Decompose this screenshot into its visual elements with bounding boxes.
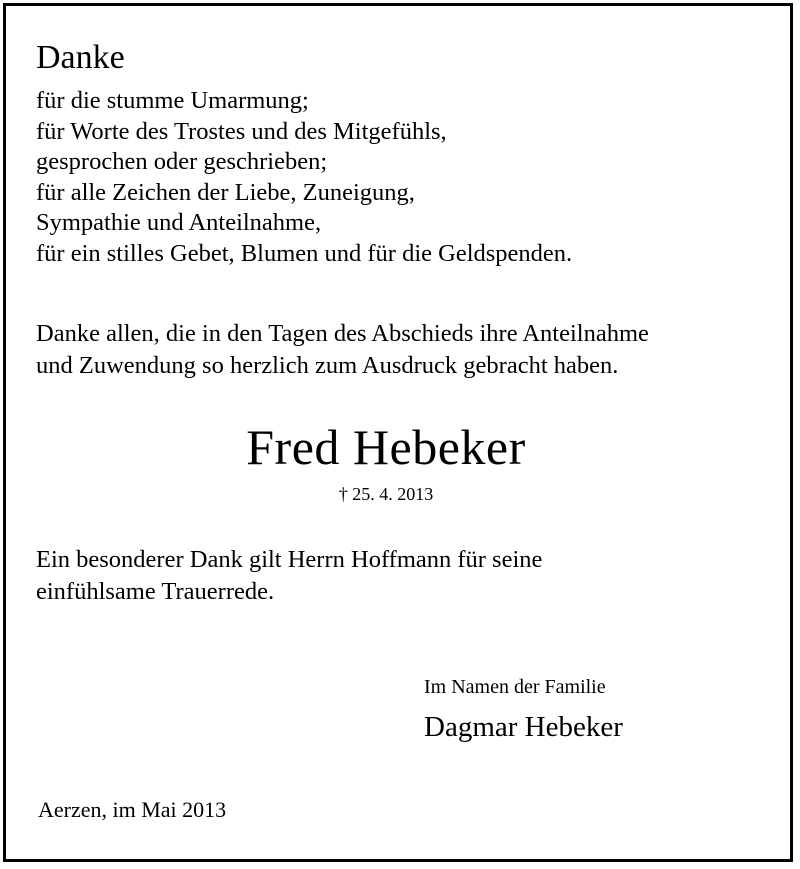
thanks-line: Danke allen, die in den Tagen des Abschieds ihre Anteilnahme: [36, 320, 649, 347]
signer-name: Dagmar Hebeker: [424, 711, 623, 743]
notice-heading: Danke: [36, 39, 125, 76]
intro-line: für Worte des Trostes und des Mitgefühls,: [36, 117, 447, 145]
intro-line: gesprochen oder geschrieben;: [36, 148, 328, 176]
intro-line: für ein stilles Gebet, Blumen und für die Geldspenden.: [36, 239, 573, 267]
intro-line: für alle Zeichen der Liebe, Zuneigung,: [36, 178, 415, 206]
special-thanks-line: einfühlsame Trauerrede.: [36, 578, 275, 605]
thanks-paragraph: [36, 318, 649, 382]
intro-lines: [36, 86, 572, 270]
deceased-name: Fred Hebeker: [246, 419, 526, 475]
place-date: Aerzen, im Mai 2013: [38, 797, 227, 822]
death-date: † 25. 4. 2013: [338, 484, 434, 504]
special-thanks-paragraph: [36, 544, 542, 608]
intro-line: Sympathie und Anteilnahme,: [36, 209, 322, 237]
thanks-line: und Zuwendung so herzlich zum Ausdruck gebracht haben.: [36, 352, 619, 379]
special-thanks-line: Ein besonderer Dank gilt Herrn Hoffmann für seine: [36, 546, 543, 573]
intro-line: für die stumme Umarmung;: [36, 87, 309, 114]
signature-label: Im Namen der Familie: [424, 676, 606, 698]
